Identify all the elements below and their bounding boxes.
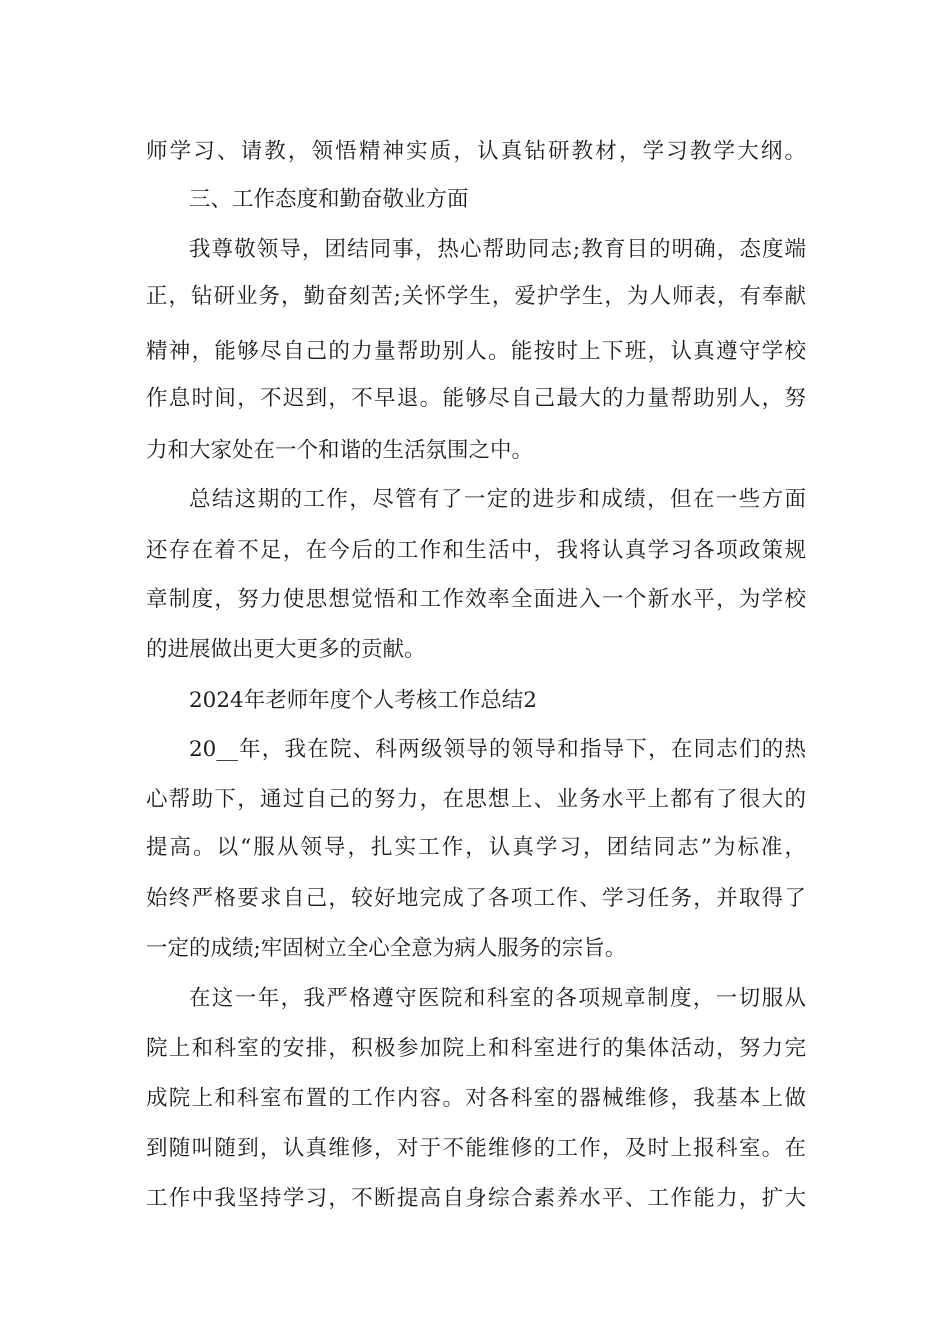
paragraph-line: 章制度，努力使思想觉悟和工作效率全面进入一个新水平，为学校 <box>146 587 806 612</box>
paragraph-line: 成院上和科室布置的工作内容。对各科室的器械维修，我基本上做 <box>146 1086 806 1111</box>
paragraph-line: 20__年，我在院、科两级领导的领导和指导下，在同志们的热 <box>189 737 806 762</box>
paragraph-line: 到随叫随到，认真维修，对于不能维修的工作，及时上报科室。在 <box>146 1136 806 1161</box>
paragraph-line: 院上和科室的安排，积极参加院上和科室进行的集体活动，努力完 <box>146 1036 806 1061</box>
paragraph-line: 力和大家处在一个和谐的生活氛围之中。 <box>146 438 534 463</box>
paragraph-line: 正，钻研业务，勤奋刻苦;关怀学生，爱护学生，为人师表，有奉献 <box>146 284 806 309</box>
paragraph-line: 在这一年，我严格遵守医院和科室的各项规章制度，一切服从 <box>189 986 806 1011</box>
paragraph-line: 的进展做出更大更多的贡献。 <box>146 637 426 662</box>
paragraph-line: 我尊敬领导，团结同事，热心帮助同志;教育目的明确，态度端 <box>189 237 806 262</box>
paragraph-line: 精神，能够尽自己的力量帮助别人。能按时上下班，认真遵守学校 <box>146 339 806 364</box>
paragraph-line: 心帮助下，通过自己的努力，在思想上、业务水平上都有了很大的 <box>146 787 806 812</box>
paragraph-line: 始终严格要求自己，较好地完成了各项工作、学习任务，并取得了 <box>146 886 806 911</box>
paragraph-line: 提高。以“服从领导，扎实工作，认真学习，团结同志”为标准， <box>146 835 806 860</box>
paragraph-line: 一定的成绩;牢固树立全心全意为病人服务的宗旨。 <box>146 936 627 961</box>
paragraph-line: 作息时间，不迟到，不早退。能够尽自己最大的力量帮助别人，努 <box>146 386 806 411</box>
article-title: 2024年老师年度个人考核工作总结2 <box>189 688 537 713</box>
paragraph-line: 还存在着不足，在今后的工作和生活中，我将认真学习各项政策规 <box>146 538 806 563</box>
paragraph-line: 总结这期的工作，尽管有了一定的进步和成绩，但在一些方面 <box>189 487 806 512</box>
section-heading: 三、工作态度和勤奋敬业方面 <box>189 187 469 212</box>
paragraph-line: 师学习、请教，领悟精神实质，认真钻研教材，学习教学大纲。 <box>146 139 806 164</box>
paragraph-line: 工作中我坚持学习，不断提高自身综合素养水平、工作能力，扩大 <box>146 1186 806 1211</box>
